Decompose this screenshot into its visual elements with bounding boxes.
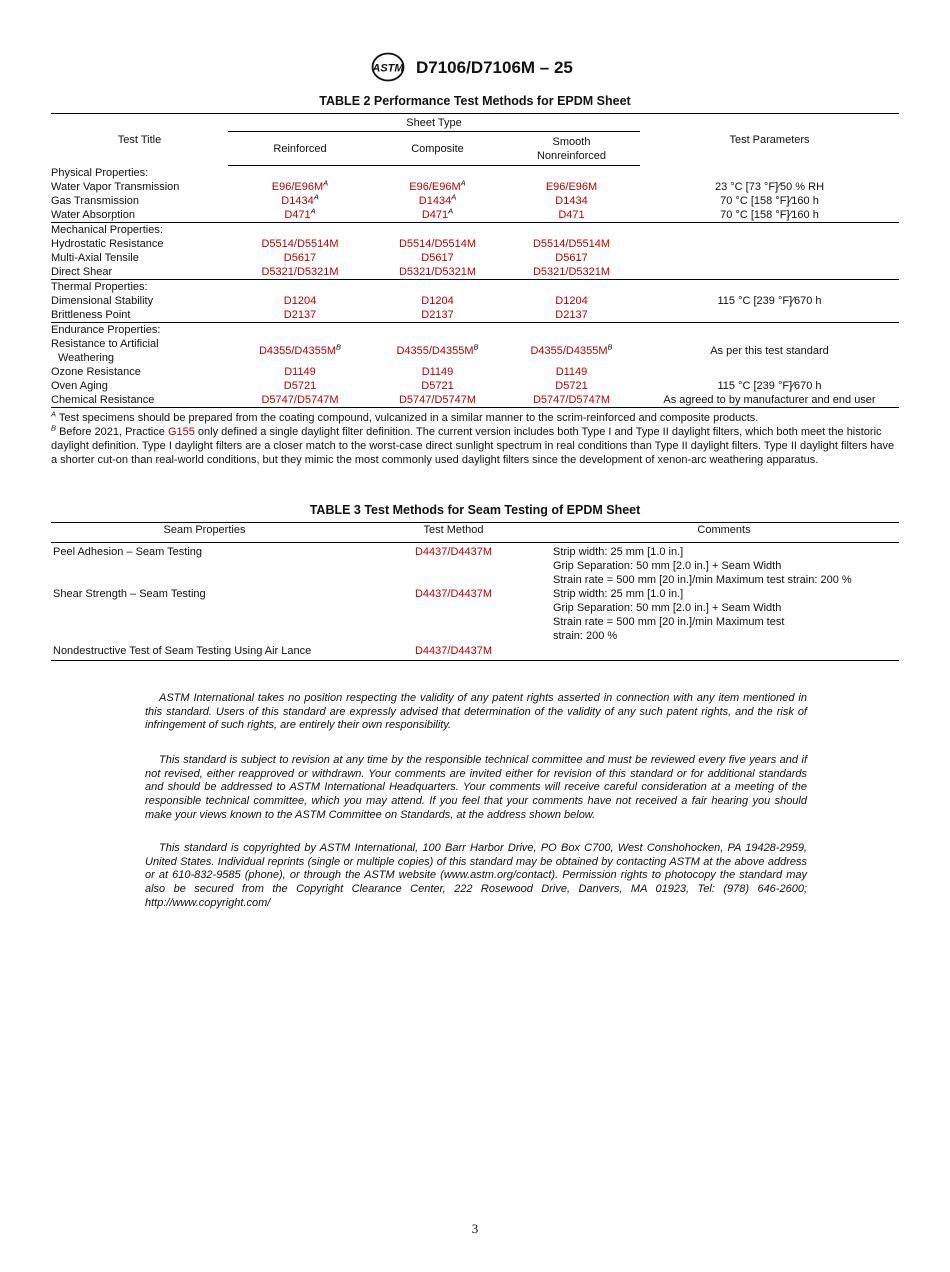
- seam-prop: Peel Adhesion – Seam Testing: [53, 546, 203, 558]
- row-params: [640, 251, 899, 265]
- method-link[interactable]: D5747/D5747M: [261, 394, 339, 406]
- row-title: Ozone Resistance: [51, 366, 141, 378]
- row-title: Hydrostatic Resistance: [51, 238, 164, 250]
- revision-notice: This standard is subject to revision at any time by the responsible technical committee and must be reviewed every five years and if not revised, either reapproved or withdrawn. Your comments are invited either for revision of this standard or for additional standards and should be addressed to ASTM International Headquarters. Your comments will receive careful consideration at a meeting of the responsible technical committee, which you may attend. If you feel that your comments have not received a fair hearing you should make your views known to the ASTM Committee on Standards, at the address shown below.: [145, 754, 807, 821]
- row-title: Gas Transmission: [51, 195, 140, 207]
- method-link[interactable]: D5321/D5321M: [398, 266, 477, 278]
- method-link[interactable]: D4437/D4437M: [414, 588, 493, 600]
- method-link[interactable]: D5617: [555, 252, 588, 264]
- row-params: 70 °C [158 °F]⁄160 h: [720, 209, 819, 221]
- table-row: [51, 308, 899, 323]
- table-row: [51, 379, 899, 393]
- patent-notice: ASTM International takes no position respecting the validity of any patent rights asserted in connection with any item mentioned in this standard. Users of this standard are expressly advised that determination of the validity of any such patent rights, and the risk of infringement of such rights, are entirely their own responsibility.: [145, 692, 807, 732]
- table2-group-row: [51, 323, 899, 338]
- table-row: [51, 294, 899, 308]
- table2-col-smooth-2: Nonreinforced: [536, 149, 607, 162]
- footnote-marker: B: [51, 423, 57, 433]
- method-link[interactable]: D5721: [555, 380, 588, 392]
- method-link[interactable]: D1149: [284, 366, 316, 378]
- seam-comments: [549, 587, 899, 643]
- row-params: [640, 365, 899, 379]
- table-row: [51, 194, 899, 208]
- footnote-b-post: only defined a single daylight filter definition. The current version includes both Type I and Type II daylight filters, which both meet the historic daylight definition. Type I daylight filters are a closer match to the worst-case direct sunlight spectrum in real conditions than Type II daylight filters. Type II daylight filters have a shorter cut-on than real-world conditions, but they mimic the most commonly used daylight filters since the development of xenon-arc weathering apparatus.: [51, 426, 895, 466]
- table3-col-comments: Comments: [549, 523, 899, 543]
- table2-col-test-title: Test Title: [117, 133, 162, 146]
- row-title: Oven Aging: [51, 380, 108, 392]
- method-link[interactable]: D5747/D5747M: [398, 394, 477, 406]
- table3-caption: TABLE 3 Test Methods for Seam Testing of EPDM Sheet: [309, 503, 641, 517]
- row-title: Brittleness Point: [51, 309, 131, 321]
- group-endurance: Endurance Properties:: [51, 323, 899, 338]
- footnote-marker: A: [310, 206, 316, 216]
- table2-group-row: [51, 223, 899, 238]
- table3-col-method: Test Method: [358, 523, 549, 543]
- method-link[interactable]: D5514/D5514M: [398, 238, 477, 250]
- table-row: [51, 265, 899, 280]
- footnote-marker: A: [323, 178, 329, 188]
- footnote-b-link[interactable]: G155: [167, 426, 195, 438]
- astm-logo-text: ASTM: [372, 62, 404, 75]
- method-link[interactable]: D4437/D4437M: [414, 546, 493, 558]
- comment-line: strain: 200 %: [553, 630, 618, 642]
- comment-line: Strain rate = 500 mm [20 in.]/min Maximum test: [553, 616, 785, 628]
- row-params: [640, 265, 899, 280]
- method-link[interactable]: D1149: [421, 366, 454, 378]
- table-row: [51, 251, 899, 265]
- method-link[interactable]: D471: [558, 209, 585, 221]
- table2-col-smooth: [503, 132, 640, 166]
- method-link[interactable]: D4437/D4437M: [414, 645, 493, 658]
- method-link[interactable]: D1434: [555, 195, 588, 207]
- method-link[interactable]: E96/E96M: [409, 181, 461, 193]
- table3: [51, 522, 899, 661]
- row-title-line-2: Weathering: [58, 352, 115, 364]
- method-link[interactable]: D5721: [283, 380, 317, 392]
- table2-group-row: [51, 280, 899, 295]
- table-row: [51, 543, 899, 588]
- row-title: Water Vapor Transmission: [51, 181, 180, 193]
- row-params: [640, 237, 899, 251]
- method-link[interactable]: D1204: [555, 295, 588, 307]
- row-title: Direct Shear: [51, 266, 113, 278]
- comment-line: Strip width: 25 mm [1.0 in.]: [553, 588, 684, 600]
- footnote-marker: B: [607, 342, 613, 352]
- row-title: Chemical Resistance: [51, 394, 155, 406]
- method-link[interactable]: D5321/D5321M: [532, 266, 611, 278]
- method-link[interactable]: D1204: [283, 295, 317, 307]
- seam-comments: [549, 543, 899, 588]
- footnote-marker: B: [473, 342, 479, 352]
- table-row: [51, 643, 899, 660]
- method-link[interactable]: E96/E96M: [545, 181, 598, 193]
- copyright-notice: This standard is copyrighted by ASTM International, 100 Barr Harbor Drive, PO Box C700, West Conshohocken, PA 19428-2959, United States. Individual reprints (single or multiple copies) of this standard may be obtained by contacting ASTM at the above address or at 610-832-9585 (phone), or through the ASTM website (www.astm.org/contact). Permission rights to photocopy the standard may also be secured from the Copyright Clearance Center, 222 Rosewood Drive, Danvers, MA 01923, Tel: (978) 646-2600; http://www.copyright.com/: [145, 842, 807, 909]
- method-link[interactable]: D5514/D5514M: [532, 238, 611, 250]
- group-mechanical: Mechanical Properties:: [51, 223, 899, 238]
- footnote-marker: A: [460, 178, 466, 188]
- method-link[interactable]: D2137: [421, 309, 454, 321]
- seam-prop: Shear Strength – Seam Testing: [53, 588, 206, 600]
- astm-logo-icon: [371, 52, 405, 82]
- table2-col-smooth-1: Smooth: [552, 135, 591, 148]
- method-link[interactable]: D5617: [283, 252, 317, 264]
- footnote-b-pre: Before 2021, Practice: [59, 426, 165, 438]
- method-link[interactable]: D471: [284, 209, 311, 221]
- comment-line: Strain rate = 500 mm [20 in.]/min Maximum test strain: 200 %: [553, 574, 852, 586]
- row-title: Multi-Axial Tensile: [51, 252, 139, 264]
- table2-footnote-a: [51, 411, 901, 425]
- method-link[interactable]: E96/E96M: [271, 181, 324, 193]
- table-row: [51, 180, 899, 194]
- row-params: As per this test standard: [710, 345, 829, 357]
- row-title-line-1: Resistance to Artificial: [51, 338, 159, 350]
- comment-line: Strip width: 25 mm [1.0 in.]: [553, 546, 684, 558]
- method-link[interactable]: D471: [421, 209, 449, 221]
- table2-header-row: [51, 114, 899, 132]
- row-title: Water Absorption: [51, 209, 135, 221]
- table2-group-row: [51, 166, 899, 181]
- method-link[interactable]: D2137: [555, 309, 588, 321]
- row-params: [640, 308, 899, 323]
- seam-comments: [549, 643, 899, 660]
- method-link[interactable]: D5747/D5747M: [532, 394, 611, 406]
- footnote-marker: A: [313, 192, 319, 202]
- page-header: [0, 50, 950, 86]
- document-designation: D7106/D7106M – 25: [416, 58, 573, 77]
- row-params: 23 °C [73 °F]⁄50 % RH: [714, 181, 825, 193]
- group-physical: Physical Properties:: [51, 167, 149, 179]
- table3-header-row: [51, 523, 899, 543]
- table2-col-params: Test Parameters: [729, 133, 810, 146]
- table-row: [51, 587, 899, 643]
- footnote-marker: A: [448, 206, 454, 216]
- method-link[interactable]: D4355/D4355M: [258, 345, 337, 357]
- table2-footnote-b: [51, 425, 901, 467]
- table-row: [51, 365, 899, 379]
- table-row: [51, 337, 899, 365]
- method-link[interactable]: D1204: [421, 295, 454, 307]
- method-link[interactable]: D5321/D5321M: [261, 266, 339, 278]
- method-link[interactable]: D1434: [281, 195, 314, 207]
- method-link[interactable]: D4355/D4355M: [396, 345, 474, 357]
- seam-prop: Nondestructive Test of Seam Testing Using Air Lance: [53, 645, 312, 658]
- footnote-marker: A: [451, 192, 457, 202]
- row-params: 115 °C [239 °F]⁄670 h: [717, 295, 822, 307]
- table2: [51, 113, 899, 408]
- row-title: Dimensional Stability: [51, 295, 154, 307]
- page-number: 3: [471, 1221, 479, 1236]
- row-params: 115 °C [239 °F]⁄670 h: [717, 380, 822, 392]
- table2-col-sheet-type: Sheet Type: [228, 114, 640, 132]
- table2-col-composite: Composite: [372, 132, 503, 166]
- method-link[interactable]: D1434: [418, 195, 452, 207]
- method-link[interactable]: D5617: [421, 252, 454, 264]
- method-link[interactable]: D2137: [283, 309, 317, 321]
- group-thermal: Thermal Properties:: [51, 280, 899, 295]
- table-row: [51, 237, 899, 251]
- comment-line: Grip Separation: 50 mm [2.0 in.] + Seam Width: [553, 560, 782, 572]
- method-link[interactable]: D1149: [555, 366, 588, 378]
- comment-line: Grip Separation: 50 mm [2.0 in.] + Seam Width: [553, 602, 782, 614]
- method-link[interactable]: D5721: [421, 380, 454, 392]
- table3-col-props: Seam Properties: [51, 523, 358, 543]
- row-title: [51, 337, 228, 365]
- method-link[interactable]: D4355/D4355M: [530, 345, 608, 357]
- table2-col-reinforced: Reinforced: [228, 132, 372, 166]
- row-params: As agreed to by manufacturer and end user: [663, 394, 876, 406]
- row-params: 70 °C [158 °F]⁄160 h: [720, 195, 819, 207]
- footnote-marker: B: [336, 342, 342, 352]
- footnote-a-text: Test specimens should be prepared from the coating compound, vulcanized in a similar manner to the scrim-reinforced and composite products.: [58, 412, 759, 424]
- method-link[interactable]: D5514/D5514M: [261, 238, 339, 250]
- footnote-marker: A: [51, 409, 57, 419]
- table-row: [51, 208, 899, 223]
- table2-caption: TABLE 2 Performance Test Methods for EPDM Sheet: [319, 94, 631, 108]
- table-row: [51, 393, 899, 408]
